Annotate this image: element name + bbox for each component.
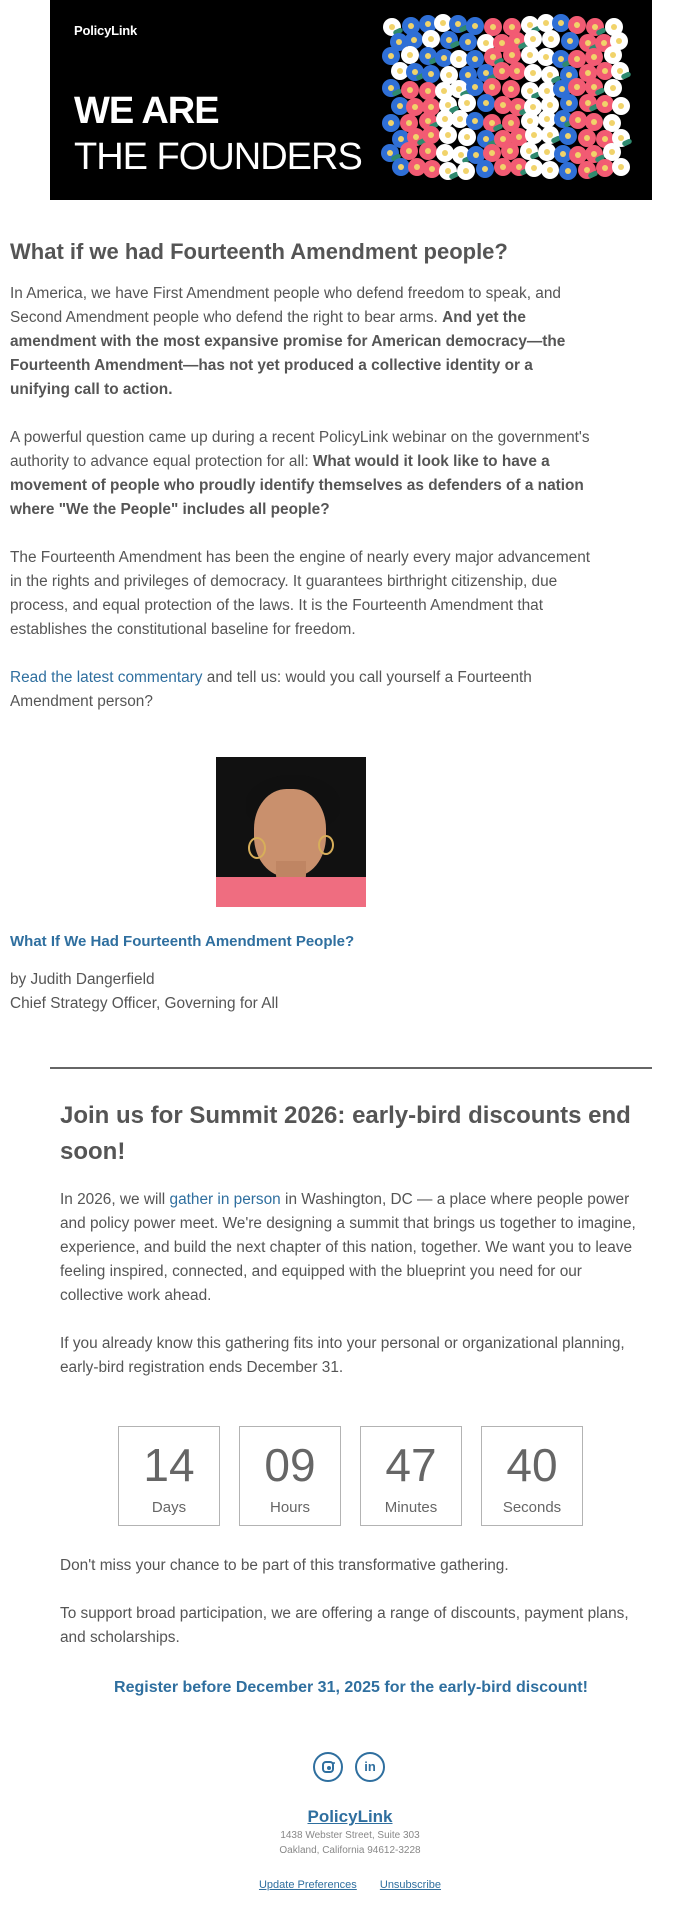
countdown-hours (239, 1426, 341, 1526)
flower-icon (422, 65, 440, 83)
flower-icon (541, 161, 559, 179)
flower-icon (559, 127, 577, 145)
flower-icon (466, 17, 484, 35)
footer-address-line1: 1438 Webster Street, Suite 303 (280, 1830, 420, 1841)
author-photo (216, 757, 366, 907)
flower-icon (419, 82, 437, 100)
email-container (50, 0, 652, 200)
flower-icon (521, 46, 539, 64)
section-divider (50, 1067, 652, 1069)
summit-paragraph-3: Don't miss your chance to be part of this transformative gathering. (60, 1557, 509, 1574)
hours-label: Hours (269, 1499, 310, 1516)
flower-icon (612, 97, 630, 115)
days-value: 14 (143, 1439, 195, 1491)
flower-icon (419, 142, 437, 160)
instagram-icon[interactable] (313, 1752, 343, 1782)
flower-icon (596, 159, 614, 177)
minutes-label: Minutes (384, 1499, 438, 1516)
author-byline (10, 968, 430, 1016)
seconds-value: 40 (506, 1439, 558, 1491)
flower-icon (476, 160, 494, 178)
flower-icon (459, 33, 477, 51)
flower-icon (524, 64, 542, 82)
flower-icon (542, 30, 560, 48)
flower-icon (612, 158, 630, 176)
summit-paragraph-1-start: In 2026, we will (60, 1191, 170, 1208)
summit-paragraph-4: To support broad participation, we are offering a range of discounts, payment plans, and scholarships. (60, 1605, 629, 1646)
countdown-minutes (360, 1426, 462, 1526)
flower-icon (382, 114, 400, 132)
flower-icon (559, 162, 577, 180)
minutes-value: 47 (385, 1439, 437, 1491)
paragraph-4-text: and tell us: would you call yourself a Fourteenth Amendment person? (10, 669, 532, 710)
linkedin-icon[interactable] (355, 1752, 385, 1782)
author-title: Chief Strategy Officer, Governing for All (10, 995, 279, 1012)
paragraph-1-bold: And yet the amendment with the most expansive promise for American democracy—the Fourteenth Amendment—has not yet produced a collective identity or a unifying call to action. (10, 309, 566, 398)
footer-address-line2: Oakland, California 94612-3228 (279, 1845, 421, 1856)
countdown-seconds (481, 1426, 583, 1526)
hero-title-line2: THE FOUNDERS (74, 136, 362, 178)
linkedin-icon-label: in (364, 1759, 376, 1774)
hours-value: 09 (264, 1439, 316, 1491)
paragraph-2-bold: What would it look like to have a movement of people who proudly identify themselves as defenders of a nation where "We the People" includes all people? (10, 453, 584, 518)
days-label: Days (151, 1499, 187, 1516)
article-paragraph-1 (10, 282, 592, 402)
flower-icon (561, 32, 579, 50)
flower-icon (458, 128, 476, 146)
summit-section (60, 1098, 642, 1380)
article-paragraph-2 (10, 426, 592, 522)
unsubscribe-link[interactable]: Unsubscribe (379, 1879, 442, 1891)
social-links (313, 1752, 389, 1786)
footer-links (0, 1879, 700, 1891)
article-content (10, 236, 592, 714)
brand-logo[interactable]: PolicyLink (74, 23, 138, 38)
flower-icon (401, 46, 419, 64)
paragraph-2-text: A powerful question came up during a recent PolicyLink webinar on the government's authority to advance equal protection for all: (10, 429, 590, 470)
seconds-label: Seconds (502, 1499, 562, 1516)
summit-paragraph-1-end: in Washington, DC — a place where people power and policy power meet. We're designing a summit that brings us together to imagine, experience, and build the next chapter of this nation, together. We want you to leave feeling inspired, connected, and equipped with the blueprint you need for our collective work ahead. (60, 1191, 636, 1304)
commentary-link[interactable]: Read the latest commentary (10, 669, 203, 686)
flower-flag-illustration (383, 16, 623, 186)
countdown-timer (118, 1426, 584, 1530)
feature-article-link[interactable]: What If We Had Fourteenth Amendment People? (10, 933, 355, 950)
summit-closing-text (60, 1554, 642, 1650)
summit-paragraph-1 (60, 1188, 642, 1308)
flower-icon (422, 30, 440, 48)
author-name: by Judith Dangerfield (10, 971, 155, 988)
article-heading: What if we had Fourteenth Amendment people? (10, 239, 508, 264)
update-preferences-link[interactable]: Update Preferences (258, 1879, 357, 1891)
hero-banner (50, 0, 652, 200)
paragraph-1-text: In America, we have First Amendment people who defend freedom to speak, and Second Amendment people who defend the right to bear arms. (10, 285, 561, 326)
countdown-days (118, 1426, 220, 1526)
summit-paragraph-2: If you already know this gathering fits into your personal or organizational planning, early-bird registration ends December 31. (60, 1335, 625, 1376)
flower-icon (477, 94, 495, 112)
flower-icon (457, 162, 475, 180)
hero-title-line1: WE ARE (74, 90, 219, 132)
footer-brand-link[interactable]: PolicyLink (307, 1807, 393, 1826)
flower-icon (401, 81, 419, 99)
article-paragraph-4 (10, 666, 592, 714)
summit-heading: Join us for Summit 2026: early-bird discounts end soon! (60, 1102, 631, 1165)
register-cta-link[interactable]: Register before December 31, 2025 for the early-bird discount! (114, 1679, 588, 1696)
flower-icon (423, 160, 441, 178)
flower-icon (439, 126, 457, 144)
article-paragraph-3: The Fourteenth Amendment has been the engine of nearly every major advancement in the rights and privileges of democracy. It guarantees birthright citizenship, due process, and equal protection of the laws. It is the Fourteenth Amendment that establishes the constitutional baseline for freedom. (10, 549, 591, 638)
gather-in-person-link[interactable]: gather in person (169, 1191, 281, 1208)
